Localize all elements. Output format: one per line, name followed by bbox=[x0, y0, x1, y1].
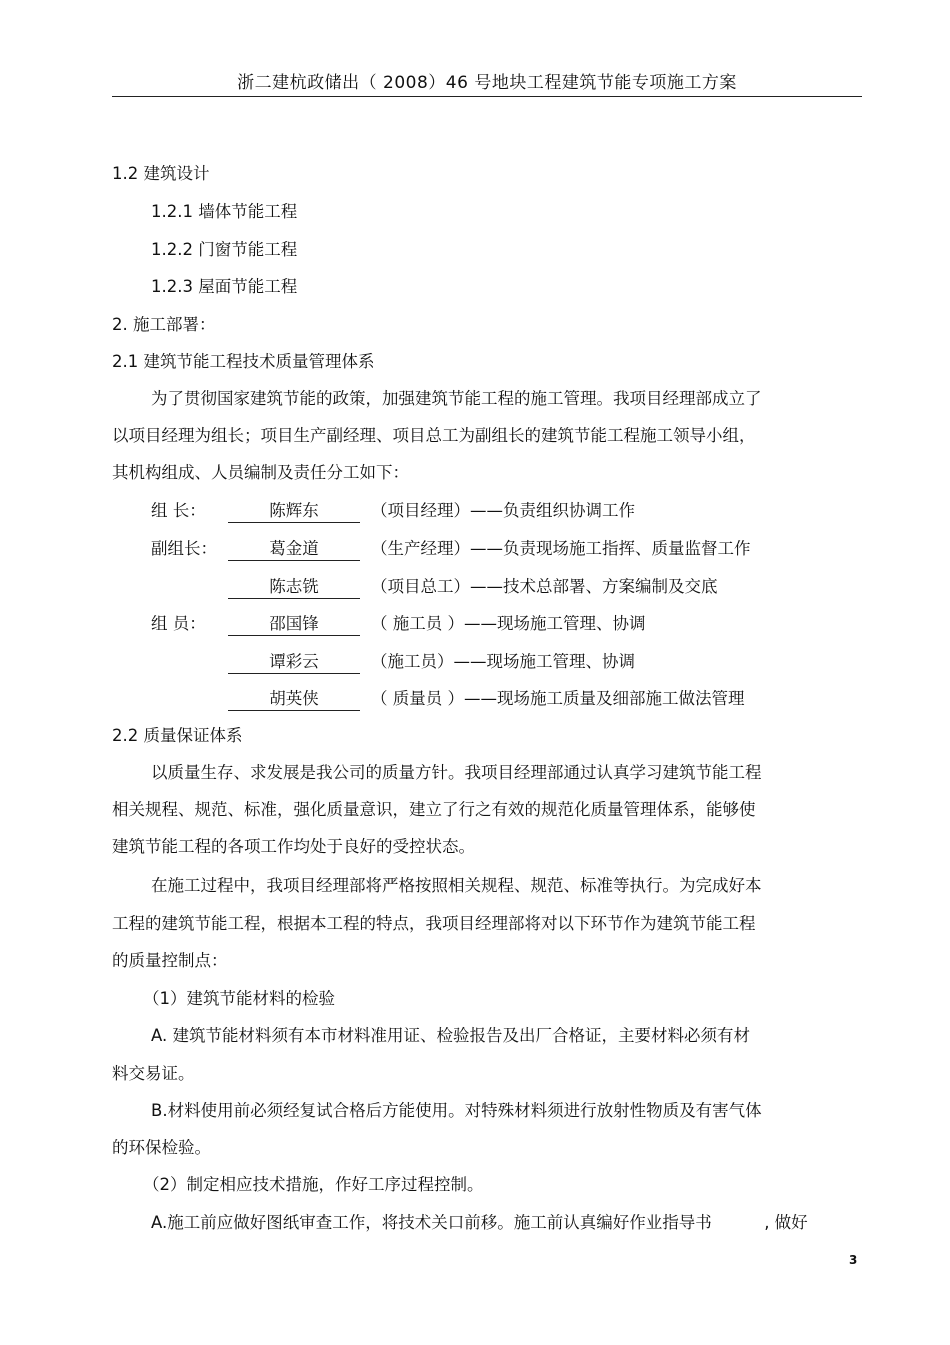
team-duty: （ 质量员 ）——现场施工质量及细部施工做法管理 bbox=[371, 689, 745, 708]
team-name: 陈辉东 bbox=[228, 497, 360, 523]
team-duty: （生产经理）——负责现场施工指挥、质量监督工作 bbox=[371, 539, 751, 558]
item-2-title: （2）制定相应技术措施，作好工序过程控制。 bbox=[143, 1175, 484, 1194]
paragraph-line: 工程的建筑节能工程，根据本工程的特点，我项目经理部将对以下环节作为建筑节能工程 bbox=[112, 914, 756, 933]
section-1-2-1: 1.2.1 墙体节能工程 bbox=[151, 202, 298, 221]
section-2-1: 2.1 建筑节能工程技术质量管理体系 bbox=[112, 352, 375, 371]
team-duty: （项目经理）——负责组织协调工作 bbox=[371, 501, 635, 520]
section-1-2: 1.2 建筑设计 bbox=[112, 164, 210, 183]
paragraph-line: 相关规程、规范、标准，强化质量意识，建立了行之有效的规范化质量管理体系，能够使 bbox=[112, 800, 756, 819]
team-duty: （项目总工）——技术总部署、方案编制及交底 bbox=[371, 577, 718, 596]
header-rule bbox=[112, 96, 862, 97]
item-1-a-line: 料交易证。 bbox=[112, 1064, 195, 1083]
team-role: 副组长： bbox=[151, 539, 217, 558]
section-1-2-2: 1.2.2 门窗节能工程 bbox=[151, 240, 298, 259]
item-2-a-line: A.施工前应做好图纸审查工作，将技术关口前移。施工前认真编好作业指导书 , 做好 bbox=[151, 1213, 808, 1232]
team-name: 葛金道 bbox=[228, 535, 360, 561]
section-2-2: 2.2 质量保证体系 bbox=[112, 726, 243, 745]
section-1-2-3: 1.2.3 屋面节能工程 bbox=[151, 277, 298, 296]
item-1-b-line: 的环保检验。 bbox=[112, 1138, 211, 1157]
item-1-title: （1）建筑节能材料的检验 bbox=[143, 989, 335, 1008]
team-name: 谭彩云 bbox=[228, 648, 360, 674]
team-name: 陈志铣 bbox=[228, 573, 360, 599]
team-duty: （施工员）——现场施工管理、协调 bbox=[371, 652, 635, 671]
paragraph-line: 在施工过程中，我项目经理部将严格按照相关规程、规范、标准等执行。为完成好本 bbox=[151, 876, 762, 895]
page-number: 3 bbox=[849, 1253, 858, 1267]
team-duty: （ 施工员 ）——现场施工管理、协调 bbox=[371, 614, 646, 633]
paragraph-line: 以项目经理为组长；项目生产副经理、项目总工为副组长的建筑节能工程施工领导小组， bbox=[112, 426, 756, 445]
section-2: 2. 施工部署： bbox=[112, 315, 216, 334]
paragraph-line: 的质量控制点： bbox=[112, 951, 228, 970]
team-name: 胡英侠 bbox=[228, 685, 360, 711]
team-name: 邵国锋 bbox=[228, 610, 360, 636]
paragraph-line: 其机构组成、人员编制及责任分工如下： bbox=[112, 463, 409, 482]
paragraph-line: 建筑节能工程的各项工作均处于良好的受控状态。 bbox=[112, 837, 475, 856]
paragraph-line: 以质量生存、求发展是我公司的质量方针。我项目经理部通过认真学习建筑节能工程 bbox=[151, 763, 762, 782]
team-role: 组 长： bbox=[151, 501, 206, 520]
page-header: 浙二建杭政储出（ 2008）46 号地块工程建筑节能专项施工方案 bbox=[237, 73, 737, 93]
item-1-b-line: B.材料使用前必须经复试合格后方能使用。对特殊材料须进行放射性物质及有害气体 bbox=[151, 1101, 762, 1120]
item-1-a-line: A. 建筑节能材料须有本市材料准用证、检验报告及出厂合格证，主要材料必须有材 bbox=[151, 1026, 750, 1045]
paragraph-line: 为了贯彻国家建筑节能的政策，加强建筑节能工程的施工管理。我项目经理部成立了 bbox=[151, 389, 762, 408]
team-role: 组 员： bbox=[151, 614, 206, 633]
